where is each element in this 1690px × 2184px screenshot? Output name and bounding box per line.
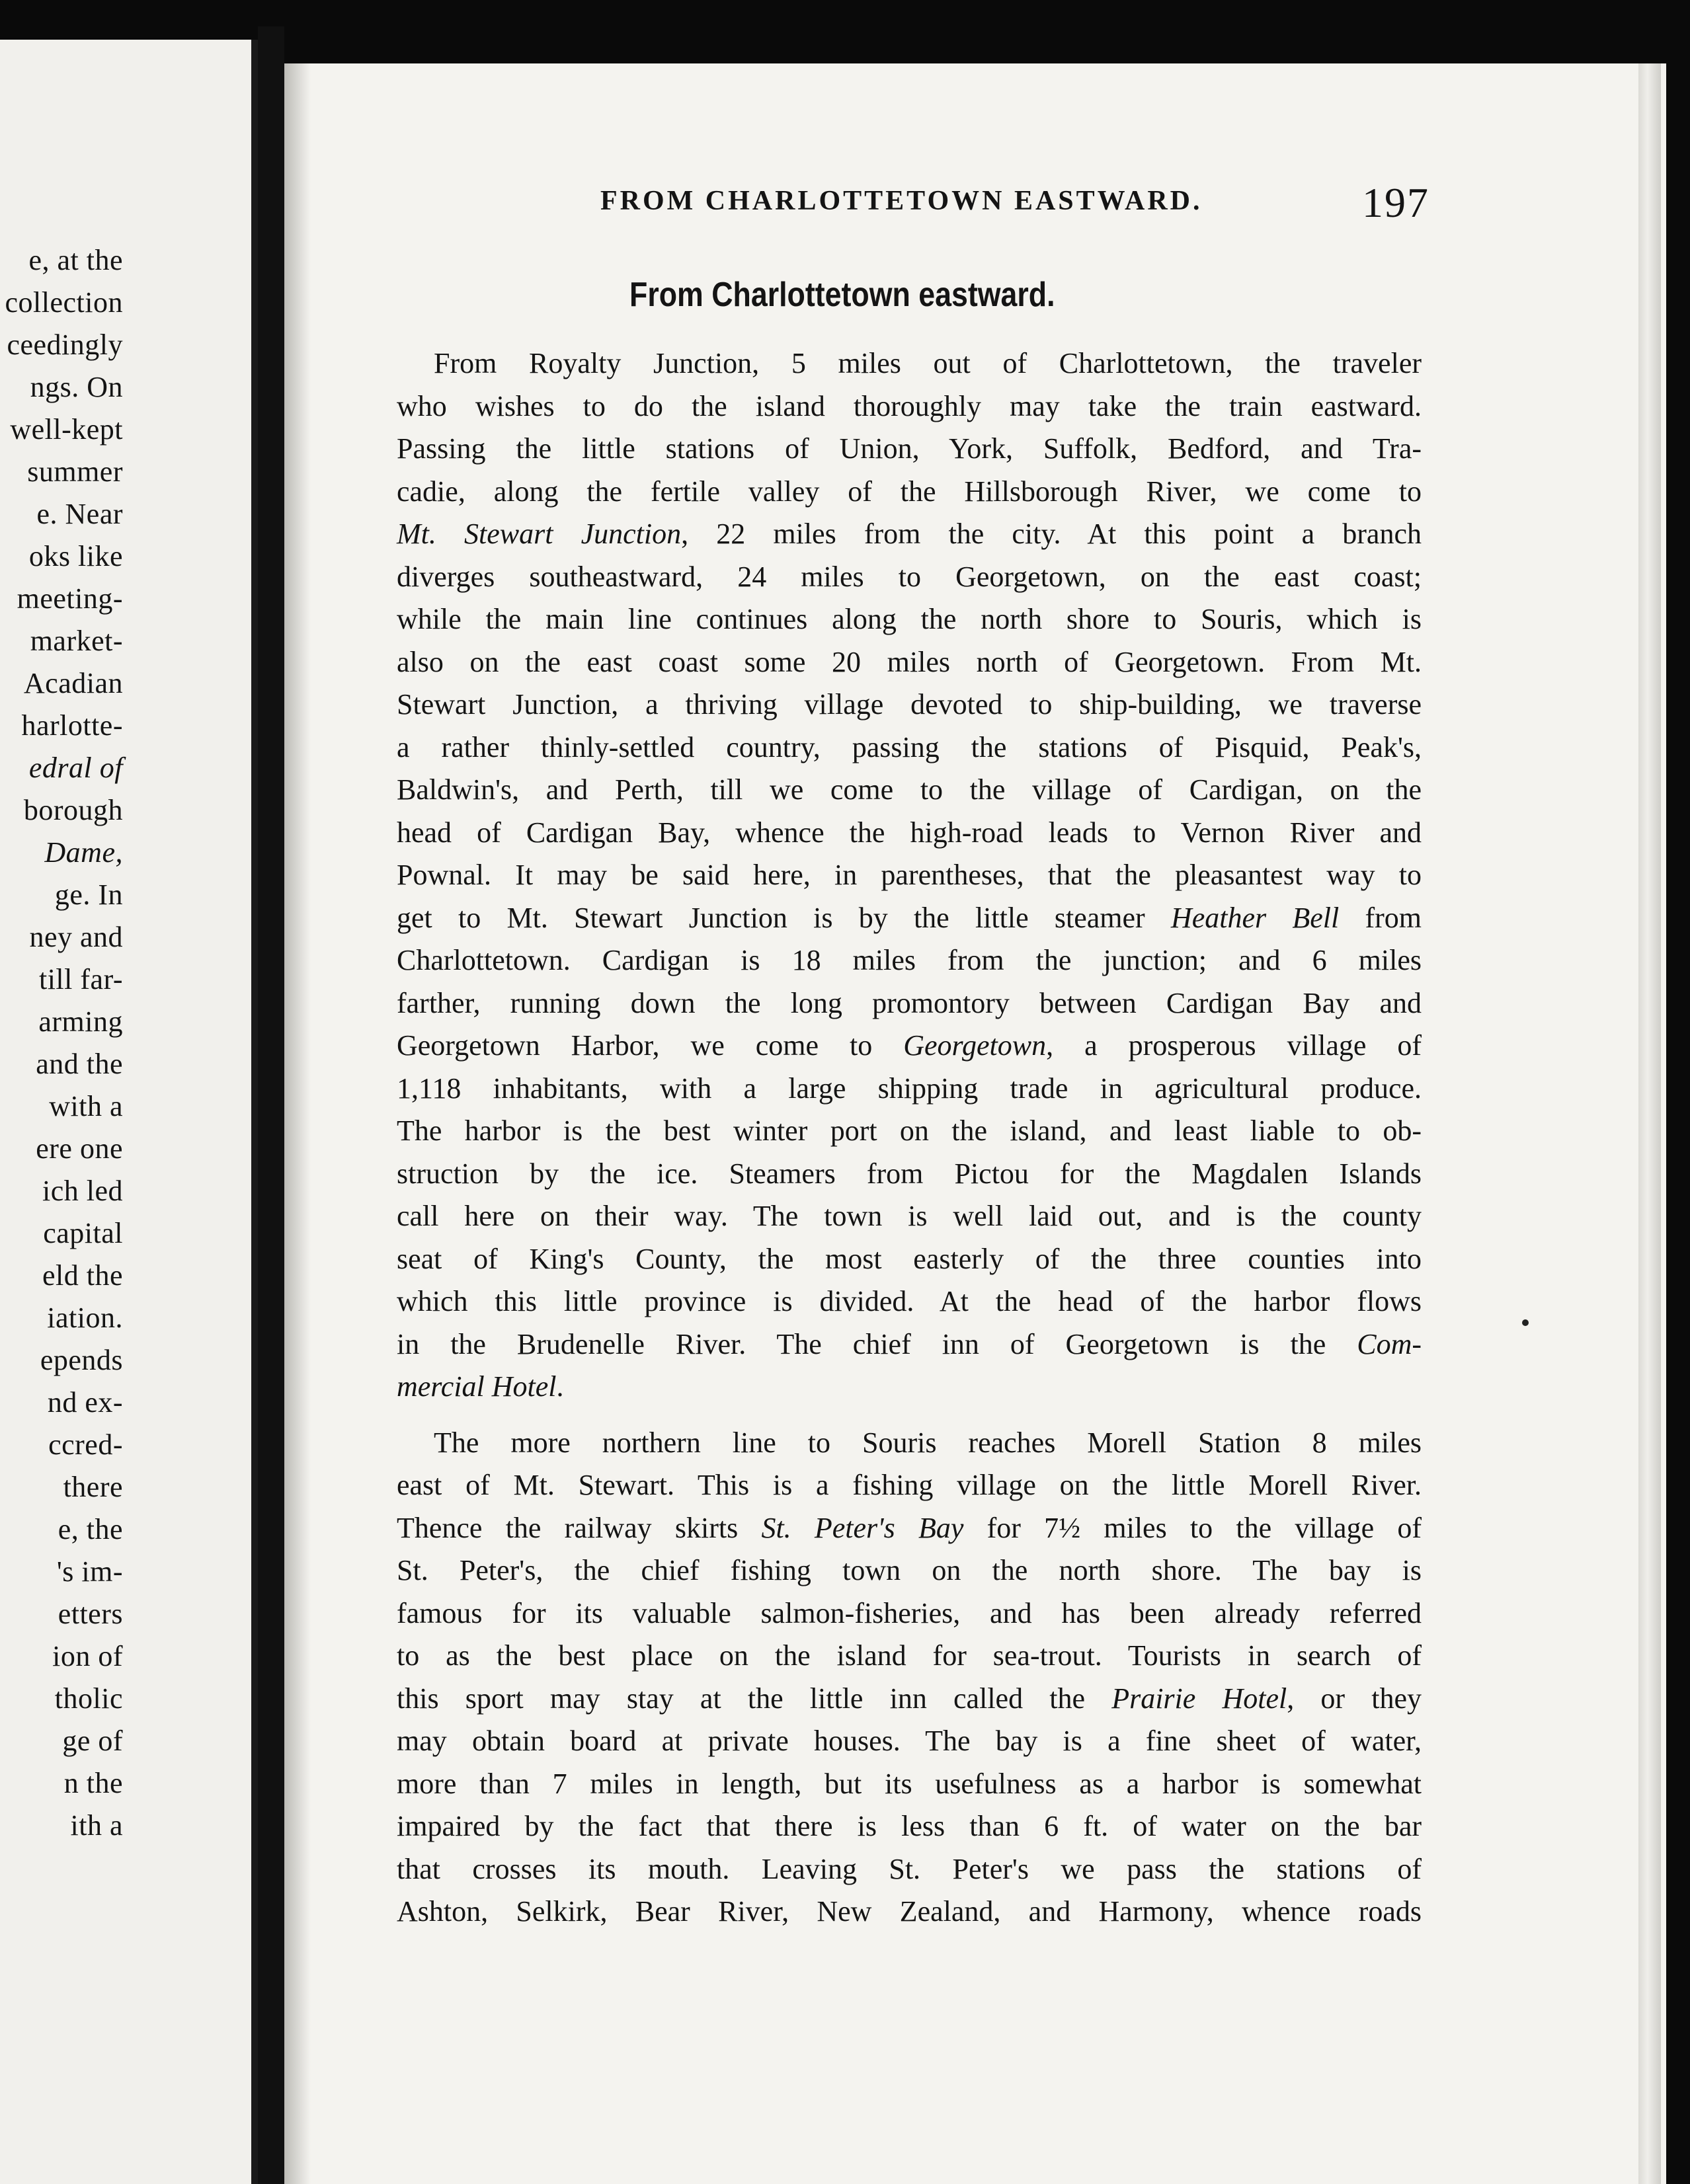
- body-line: call here on their way. The town is well laid out, and is the county: [397, 1200, 1422, 1232]
- left-text-line: and the: [36, 1048, 123, 1080]
- book-gutter: [258, 26, 284, 2184]
- left-text-line: e. Near: [36, 498, 123, 530]
- body-line: struction by the ice. Steamers from Pictou for the Magdalen Islands: [397, 1157, 1422, 1190]
- body-line: cadie, along the fertile valley of the Hillsborough River, we come to: [397, 475, 1422, 508]
- binding-shadow: [284, 63, 311, 2184]
- left-text-line: market-: [30, 625, 123, 657]
- body-line: St. Peter's, the chief fishing town on the north shore. The bay is: [397, 1554, 1422, 1586]
- body-line: may obtain board at private houses. The bay is a fine sheet of water,: [397, 1725, 1422, 1757]
- left-text-line: harlotte-: [21, 709, 123, 742]
- left-text-line: tholic: [54, 1682, 123, 1715]
- body-line: impaired by the fact that there is less than 6 ft. of water on the bar: [397, 1810, 1422, 1842]
- body-line: 1,118 inhabitants, with a large shipping trade in agricultural produce.: [397, 1072, 1422, 1105]
- left-text-line: ith a: [70, 1809, 123, 1842]
- body-line: diverges southeastward, 24 miles to Georgetown, on the east coast;: [397, 560, 1422, 593]
- body-line: Ashton, Selkirk, Bear River, New Zealand, and Harmony, whence roads: [397, 1895, 1422, 1928]
- left-text-line: Dame,: [44, 836, 123, 869]
- left-text-line: meeting-: [17, 582, 123, 615]
- left-text-line: ge. In: [54, 878, 123, 911]
- left-text-line: ccred-: [48, 1428, 123, 1461]
- body-line: head of Cardigan Bay, whence the high-road leads to Vernon River and: [397, 816, 1422, 849]
- body-line: mercial Hotel.: [397, 1370, 564, 1403]
- body-line: From Royalty Junction, 5 miles out of Charlottetown, the traveler: [434, 347, 1422, 379]
- left-text-line: n the: [63, 1767, 123, 1799]
- left-text-line: capital: [43, 1217, 123, 1249]
- body-line: more than 7 miles in length, but its usefulness as a harbor is somewhat: [397, 1767, 1422, 1800]
- left-text-line: nd ex-: [47, 1386, 123, 1419]
- left-text-line: arming: [38, 1005, 123, 1038]
- left-text-line: etters: [58, 1598, 123, 1630]
- page-number: 197: [1362, 179, 1429, 226]
- section-title: From Charlottetown eastward.: [629, 276, 1055, 314]
- body-line: east of Mt. Stewart. This is a fishing village on the little Morell River.: [397, 1469, 1422, 1501]
- body-line: famous for its valuable salmon-fisheries, and has been already referred: [397, 1596, 1422, 1629]
- body-line: Thence the railway skirts St. Peter's Bay for 7½ miles to the village of: [397, 1511, 1422, 1544]
- body-line: this sport may stay at the little inn called the Prairie Hotel, or they: [397, 1682, 1422, 1715]
- left-text-line: ge of: [62, 1725, 123, 1757]
- left-text-line: ney and: [29, 921, 123, 953]
- left-text-line: ere one: [36, 1132, 123, 1165]
- body-line: a rather thinly-settled country, passing the stations of Pisquid, Peak's,: [397, 730, 1422, 763]
- body-line: Stewart Junction, a thriving village devoted to ship-building, we traverse: [397, 688, 1422, 721]
- left-text-line: iation.: [47, 1302, 123, 1334]
- left-text-line: collection: [5, 286, 123, 319]
- body-line: farther, running down the long promontory between Cardigan Bay and: [397, 986, 1422, 1019]
- body-line: The more northern line to Souris reaches Morell Station 8 miles: [434, 1426, 1422, 1459]
- previous-page-fragment: [0, 40, 258, 2184]
- scan-speck: [1522, 1319, 1529, 1326]
- left-text-line: with a: [49, 1090, 123, 1122]
- body-line: Baldwin's, and Perth, till we come to the village of Cardigan, on the: [397, 773, 1422, 806]
- left-text-line: Acadian: [23, 667, 123, 699]
- body-line: while the main line continues along the north shore to Souris, which is: [397, 603, 1422, 635]
- left-text-line: ion of: [52, 1640, 123, 1672]
- body-line: seat of King's County, the most easterly of the three counties into: [397, 1242, 1422, 1275]
- body-line: in the Brudenelle River. The chief inn of Georgetown is the Com-: [397, 1327, 1422, 1360]
- body-line: Passing the little stations of Union, York, Suffolk, Bedford, and Tra-: [397, 432, 1422, 465]
- left-text-line: ceedingly: [7, 329, 123, 361]
- running-head: FROM CHARLOTTETOWN EASTWARD.: [600, 186, 1203, 216]
- body-line: which this little province is divided. At the head of the harbor flows: [397, 1285, 1422, 1317]
- body-line: Mt. Stewart Junction, 22 miles from the city. At this point a branch: [397, 518, 1422, 550]
- body-line: Georgetown Harbor, we come to Georgetown, a prosperous village of: [397, 1029, 1422, 1062]
- left-text-line: edral of: [28, 752, 123, 784]
- left-text-line: eld the: [42, 1259, 123, 1292]
- left-text-line: well-kept: [10, 413, 123, 446]
- body-line: also on the east coast some 20 miles north of Georgetown. From Mt.: [397, 645, 1422, 678]
- left-text-line: e, at the: [28, 244, 123, 276]
- body-line: get to Mt. Stewart Junction is by the little steamer Heather Bell from: [397, 901, 1422, 934]
- left-text-line: ich led: [42, 1175, 123, 1207]
- body-line: Charlottetown. Cardigan is 18 miles from the junction; and 6 miles: [397, 944, 1422, 976]
- left-text-line: till far-: [38, 963, 123, 995]
- body-line: The harbor is the best winter port on the island, and least liable to ob-: [397, 1114, 1422, 1147]
- left-text-line: ngs. On: [30, 371, 123, 403]
- body-line: to as the best place on the island for sea-trout. Tourists in search of: [397, 1639, 1422, 1672]
- left-text-line: summer: [27, 455, 123, 488]
- body-line: that crosses its mouth. Leaving St. Peter's we pass the stations of: [397, 1852, 1422, 1885]
- left-text-line: 's im-: [56, 1555, 123, 1588]
- left-text-line: e, the: [58, 1513, 123, 1545]
- body-line: Pownal. It may be said here, in parentheses, that the pleasantest way to: [397, 859, 1422, 891]
- left-text-line: epends: [40, 1344, 123, 1376]
- left-text-line: borough: [23, 794, 123, 826]
- left-text-line: oks like: [28, 540, 123, 572]
- page-edge: [1638, 63, 1661, 2184]
- left-text-line: there: [63, 1471, 123, 1503]
- body-line: who wishes to do the island thoroughly may take the train eastward.: [397, 389, 1422, 422]
